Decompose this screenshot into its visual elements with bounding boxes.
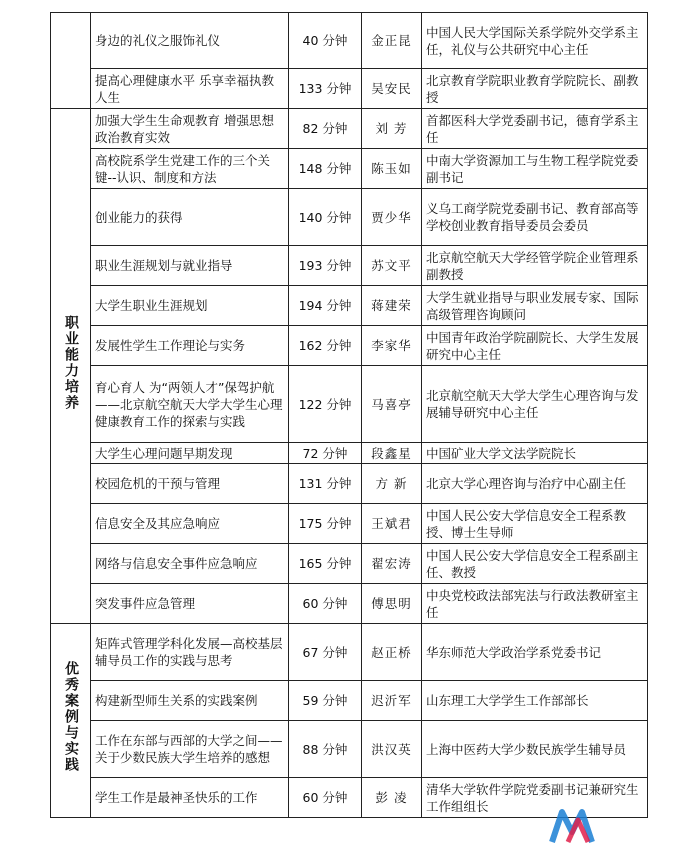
course-speaker: 马喜亭 <box>362 366 422 443</box>
course-speaker: 方 新 <box>362 464 422 504</box>
course-speaker: 洪汉英 <box>362 721 422 778</box>
table-row <box>51 584 648 624</box>
course-duration: 194 分钟 <box>289 286 362 326</box>
watermark-logo-icon <box>548 806 608 846</box>
course-duration: 88 分钟 <box>289 721 362 778</box>
course-title: 信息安全及其应急响应 <box>91 504 289 544</box>
course-title: 大学生职业生涯规划 <box>91 286 289 326</box>
course-speaker: 翟宏涛 <box>362 544 422 584</box>
speaker-title: 北京航空航天大学经管学院企业管理系副教授 <box>422 246 648 286</box>
speaker-title: 山东理工大学学生工作部部长 <box>422 681 648 721</box>
table-row <box>51 69 648 109</box>
table-row <box>51 721 648 778</box>
category-cell-cases: 优秀案例与实践 <box>51 624 91 818</box>
course-duration: 59 分钟 <box>289 681 362 721</box>
course-speaker: 苏文平 <box>362 246 422 286</box>
table-row <box>51 109 648 149</box>
speaker-title: 义乌工商学院党委副书记、教育部高等学校创业教育指导委员会委员 <box>422 189 648 246</box>
speaker-title: 华东师范大学政治学系党委书记 <box>422 624 648 681</box>
course-title: 高校院系学生党建工作的三个关键--认识、制度和方法 <box>91 149 289 189</box>
table-row <box>51 443 648 464</box>
course-duration: 60 分钟 <box>289 584 362 624</box>
table-row <box>51 326 648 366</box>
speaker-title: 中国青年政治学院副院长、大学生发展研究中心主任 <box>422 326 648 366</box>
course-duration: 122 分钟 <box>289 366 362 443</box>
table-row <box>51 149 648 189</box>
table-row <box>51 189 648 246</box>
course-duration: 133 分钟 <box>289 69 362 109</box>
speaker-title: 中央党校政法部宪法与行政法教研室主任 <box>422 584 648 624</box>
table-row <box>51 504 648 544</box>
course-duration: 72 分钟 <box>289 443 362 464</box>
speaker-title: 北京航空航天大学大学生心理咨询与发展辅导研究中心主任 <box>422 366 648 443</box>
speaker-title: 中南大学资源加工与生物工程学院党委副书记 <box>422 149 648 189</box>
course-speaker: 傅思明 <box>362 584 422 624</box>
course-duration: 140 分钟 <box>289 189 362 246</box>
course-table <box>50 12 648 818</box>
course-duration: 175 分钟 <box>289 504 362 544</box>
table-row <box>51 624 648 681</box>
course-table-page <box>50 12 647 818</box>
course-title: 构建新型师生关系的实践案例 <box>91 681 289 721</box>
course-title: 职业生涯规划与就业指导 <box>91 246 289 286</box>
category-cell-top <box>51 13 91 109</box>
course-duration: 82 分钟 <box>289 109 362 149</box>
course-duration: 165 分钟 <box>289 544 362 584</box>
course-title: 加强大学生生命观教育 增强思想政治教育实效 <box>91 109 289 149</box>
speaker-title: 清华大学软件学院党委副书记兼研究生工作组组长 <box>422 778 648 818</box>
table-row <box>51 13 648 69</box>
table-row <box>51 544 648 584</box>
speaker-title: 上海中医药大学少数民族学生辅导员 <box>422 721 648 778</box>
course-duration: 131 分钟 <box>289 464 362 504</box>
course-title: 突发事件应急管理 <box>91 584 289 624</box>
course-speaker: 蒋建荣 <box>362 286 422 326</box>
course-speaker: 段鑫星 <box>362 443 422 464</box>
speaker-title: 首都医科大学党委副书记，德育学系主任 <box>422 109 648 149</box>
course-title: 大学生心理问题早期发现 <box>91 443 289 464</box>
course-title: 身边的礼仪之服饰礼仪 <box>91 13 289 69</box>
course-speaker: 金正昆 <box>362 13 422 69</box>
course-speaker: 彭 凌 <box>362 778 422 818</box>
course-duration: 162 分钟 <box>289 326 362 366</box>
category-cell-career: 职业能力培养 <box>51 109 91 624</box>
course-title: 工作在东部与西部的大学之间——关于少数民族大学生培养的感想 <box>91 721 289 778</box>
course-speaker: 迟沂军 <box>362 681 422 721</box>
speaker-title: 中国人民大学国际关系学院外交学系主任，礼仪与公共研究中心主任 <box>422 13 648 69</box>
course-duration: 60 分钟 <box>289 778 362 818</box>
speaker-title: 北京教育学院职业教育学院院长、副教授 <box>422 69 648 109</box>
course-speaker: 刘 芳 <box>362 109 422 149</box>
table-row <box>51 286 648 326</box>
course-speaker: 赵正桥 <box>362 624 422 681</box>
speaker-title: 中国矿业大学文法学院院长 <box>422 443 648 464</box>
speaker-title: 中国人民公安大学信息安全工程系教授、博士生导师 <box>422 504 648 544</box>
table-row <box>51 464 648 504</box>
course-speaker: 贾少华 <box>362 189 422 246</box>
speaker-title: 中国人民公安大学信息安全工程系副主任、教授 <box>422 544 648 584</box>
course-speaker: 吴安民 <box>362 69 422 109</box>
table-row <box>51 246 648 286</box>
course-title: 矩阵式管理学科化发展—高校基层辅导员工作的实践与思考 <box>91 624 289 681</box>
course-speaker: 王斌君 <box>362 504 422 544</box>
course-duration: 148 分钟 <box>289 149 362 189</box>
course-duration: 40 分钟 <box>289 13 362 69</box>
course-title: 提高心理健康水平 乐享幸福执教人生 <box>91 69 289 109</box>
course-table-body <box>51 13 648 818</box>
course-speaker: 陈玉如 <box>362 149 422 189</box>
table-row <box>51 681 648 721</box>
speaker-title: 大学生就业指导与职业发展专家、国际高级管理咨询顾问 <box>422 286 648 326</box>
course-title: 校园危机的干预与管理 <box>91 464 289 504</box>
course-title: 育心育人 为“两领人才”保驾护航——北京航空航天大学大学生心理健康教育工作的探索与实践 <box>91 366 289 443</box>
table-row <box>51 366 648 443</box>
course-speaker: 李家华 <box>362 326 422 366</box>
course-duration: 67 分钟 <box>289 624 362 681</box>
course-title: 网络与信息安全事件应急响应 <box>91 544 289 584</box>
speaker-title: 北京大学心理咨询与治疗中心副主任 <box>422 464 648 504</box>
course-title: 学生工作是最神圣快乐的工作 <box>91 778 289 818</box>
course-title: 发展性学生工作理论与实务 <box>91 326 289 366</box>
course-title: 创业能力的获得 <box>91 189 289 246</box>
course-duration: 193 分钟 <box>289 246 362 286</box>
